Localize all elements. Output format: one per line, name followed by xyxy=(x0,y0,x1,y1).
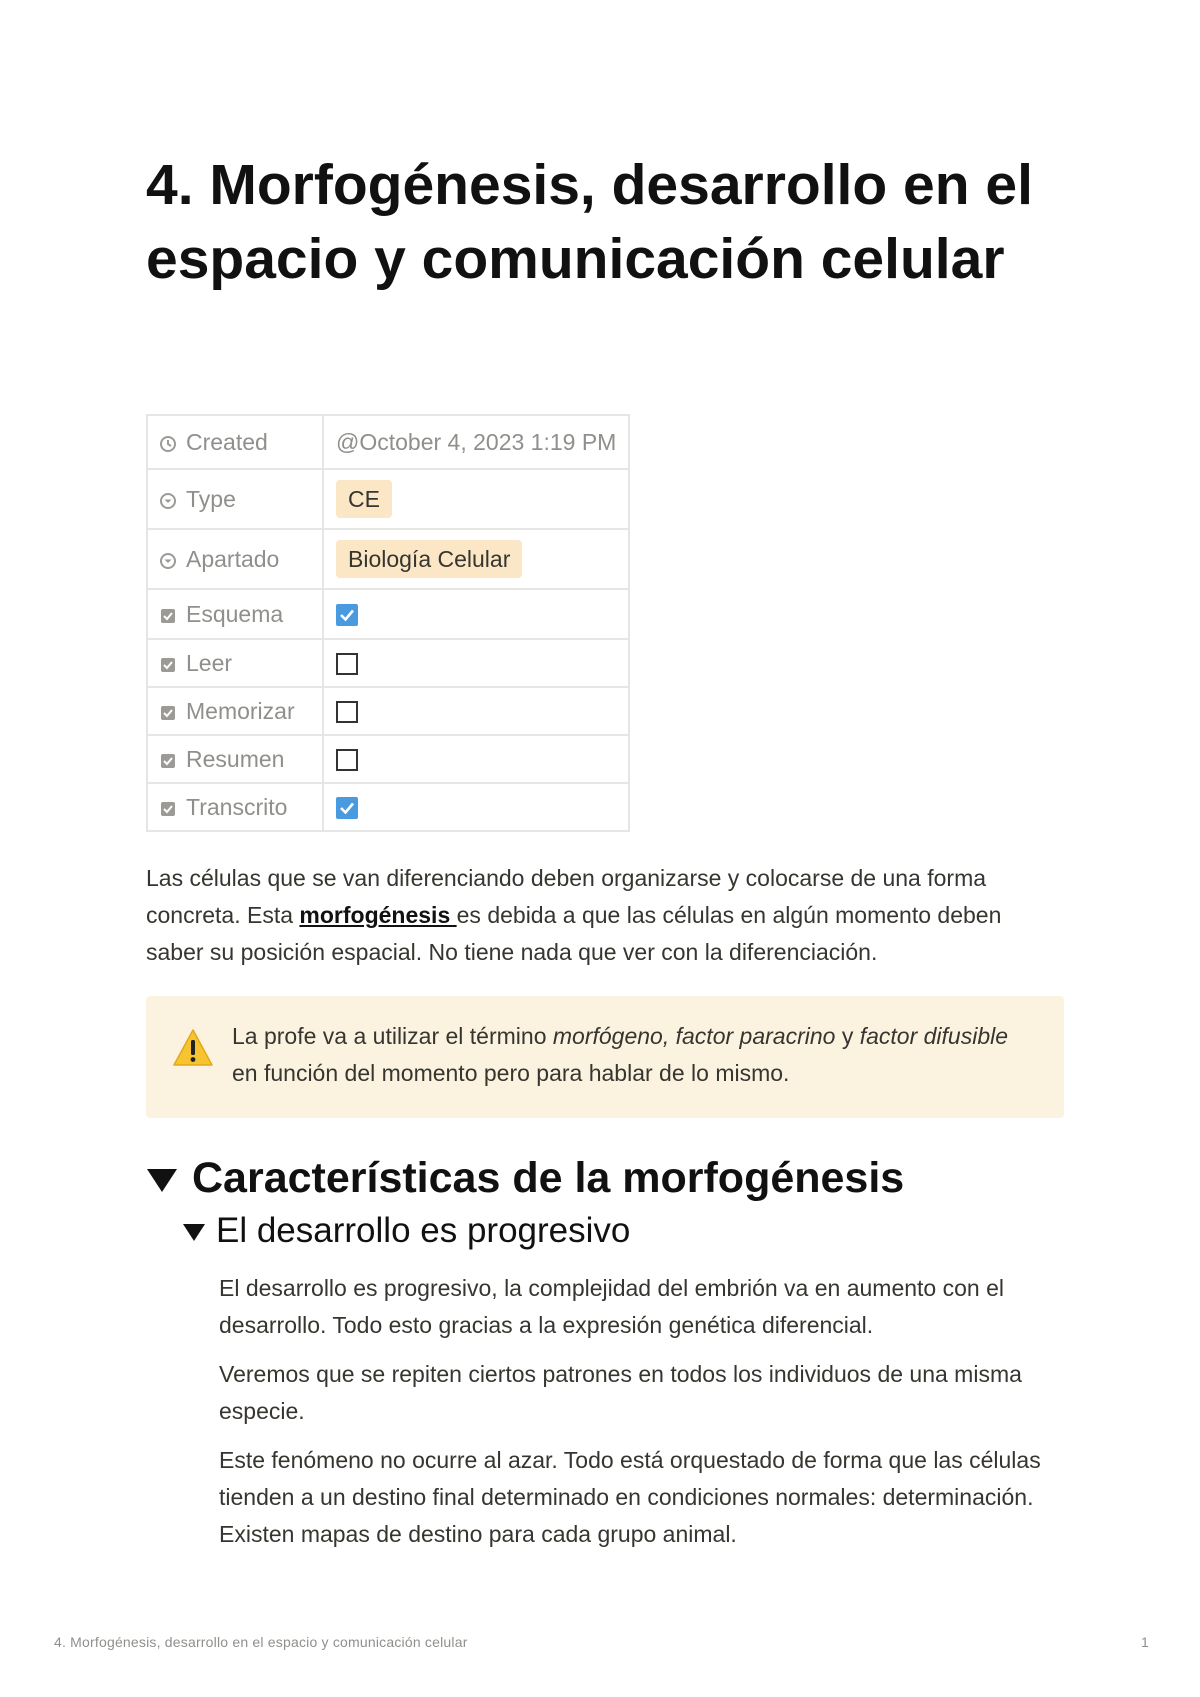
property-row-esquema xyxy=(147,589,629,639)
property-key: Leer xyxy=(147,639,323,687)
property-key: Resumen xyxy=(147,735,323,783)
property-row-created xyxy=(147,415,629,469)
resumen-checkbox[interactable] xyxy=(336,749,358,771)
callout-text: La profe va a utilizar el término morfógeno, factor paracrino y factor difusible en función del momento pero para hablar de lo mismo. xyxy=(232,1023,1009,1086)
page-number: 1 xyxy=(1141,1634,1149,1650)
property-key: Esquema xyxy=(147,589,323,639)
term-link[interactable]: morfogénesis xyxy=(299,902,457,928)
property-row-leer xyxy=(147,639,629,687)
leer-checkbox[interactable] xyxy=(336,653,358,675)
checkbox-icon xyxy=(160,705,176,721)
clock-icon xyxy=(160,436,176,452)
checkbox-icon xyxy=(160,753,176,769)
select-icon xyxy=(160,553,176,569)
type-tag[interactable]: CE xyxy=(336,480,392,518)
property-row-resumen xyxy=(147,735,629,783)
paragraph-3: Este fenómeno no ocurre al azar. Todo está orquestado de forma que las células tienden a un destino final determinado en condiciones normales: determinación. Existen mapas de destino para cada grupo animal. xyxy=(219,1447,1041,1547)
check-icon xyxy=(338,606,356,624)
property-row-type xyxy=(147,469,629,529)
properties-table xyxy=(146,414,630,832)
property-row-apartado xyxy=(147,529,629,589)
apartado-tag[interactable]: Biología Celular xyxy=(336,540,522,578)
property-key: Apartado xyxy=(147,529,323,589)
toggle-triangle-icon[interactable] xyxy=(182,1221,206,1243)
page-title: 4. Morfogénesis, desarrollo en el espacio y comunicación celular xyxy=(146,153,1033,291)
checkbox-icon xyxy=(160,801,176,817)
toggle-heading-characteristics[interactable]: Características de la morfogénesis xyxy=(146,1150,904,1206)
paragraph-1: El desarrollo es progresivo, la complejidad del embrión va en aumento con el desarrollo. Todo esto gracias a la expresión genética diferencial. xyxy=(219,1275,1004,1338)
intro-paragraph: Las células que se van diferenciando deben organizarse y colocarse de una forma concreta. Esta morfogénesis es debida a que las células en algún momento deben saber su posición espacial. No tiene nada que ver con la diferenciación. xyxy=(146,865,1002,965)
property-key: Transcrito xyxy=(147,783,323,831)
toggle-triangle-icon[interactable] xyxy=(146,1166,178,1194)
toggle-heading-progressive[interactable]: El desarrollo es progresivo xyxy=(182,1208,630,1254)
paragraph-2: Veremos que se repiten ciertos patrones en todos los individuos de una misma especie. xyxy=(219,1361,1022,1424)
property-row-memorizar xyxy=(147,687,629,735)
checkbox-icon xyxy=(160,608,176,624)
property-key: Type xyxy=(147,469,323,529)
memorizar-checkbox[interactable] xyxy=(336,701,358,723)
created-value: @October 4, 2023 1:19 PM xyxy=(323,415,629,469)
warning-callout xyxy=(146,996,1064,1118)
transcrito-checkbox[interactable] xyxy=(336,797,358,819)
check-icon xyxy=(338,799,356,817)
property-row-transcrito xyxy=(147,783,629,831)
property-key: Memorizar xyxy=(147,687,323,735)
select-icon xyxy=(160,493,176,509)
checkbox-icon xyxy=(160,657,176,673)
footer-title: 4. Morfogénesis, desarrollo en el espacio y comunicación celular xyxy=(54,1634,468,1650)
esquema-checkbox[interactable] xyxy=(336,604,358,626)
warning-icon xyxy=(172,1028,214,1068)
property-key: Created xyxy=(147,415,323,469)
